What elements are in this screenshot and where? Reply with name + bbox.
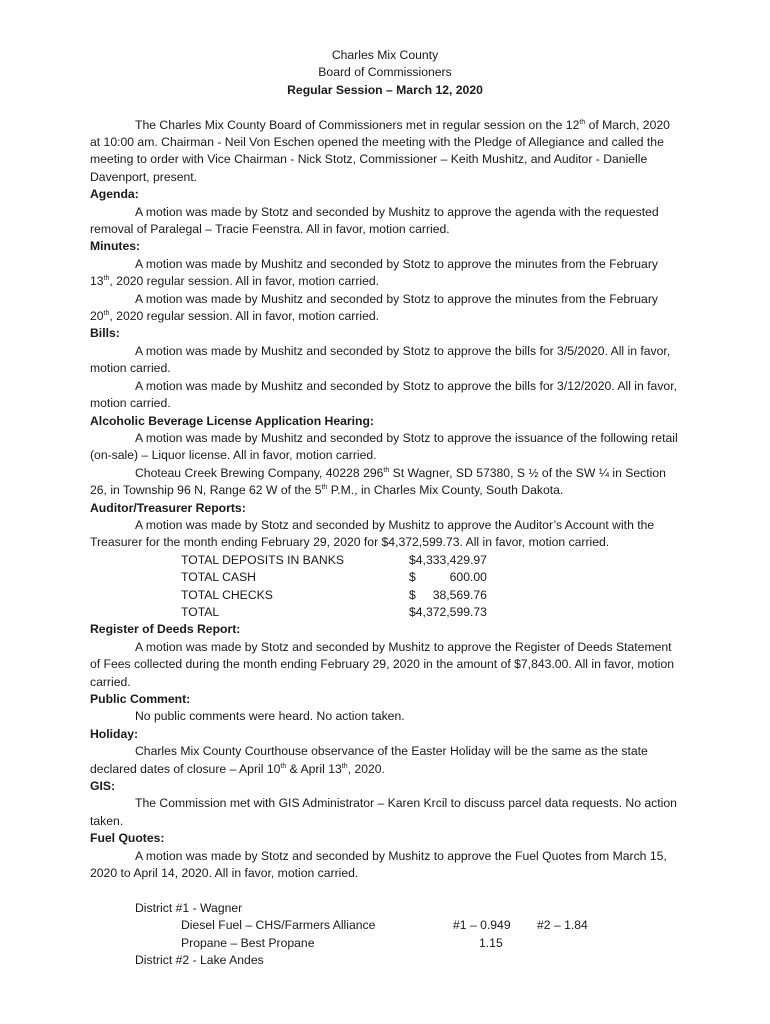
totals-table — [90, 552, 680, 622]
bills-heading: Bills: — [90, 326, 120, 341]
total-label: TOTAL DEPOSITS IN BANKS — [181, 552, 344, 567]
document-page — [90, 47, 680, 970]
diesel-quote-2: #2 – 1.84 — [537, 918, 588, 933]
table-row — [90, 569, 680, 586]
fuel-row-propane — [90, 935, 680, 952]
county-name: Charles Mix County — [331, 48, 439, 62]
propane-supplier: Propane – Best Propane — [181, 935, 315, 950]
public-comment-heading: Public Comment: — [90, 692, 191, 707]
fuel-text: A motion was made by Stotz and seconded by Mushitz to approve the Fuel Quotes from March 15, 2020 to April 14, 2020. All in favor, motion carried. — [90, 848, 667, 881]
total-value: $4,372,599.73 — [409, 604, 487, 619]
total-value: $ 600.00 — [409, 570, 487, 585]
auditor-text: A motion was made by Stotz and seconded by Mushitz to approve the Auditor’s Account with the Treasurer for the month ending February 29, 2020 for $4,372,599.73. All in favor, motion carried. — [90, 517, 655, 550]
table-row — [90, 587, 680, 604]
gis-text: The Commission met with GIS Administrator – Karen Krcil to discuss parcel data requests. No action taken. — [90, 796, 677, 828]
bills-paragraph-2: A motion was made by Mushitz and seconded by Stotz to approve the bills for 3/12/2020. All in favor, motion carried. — [90, 378, 677, 411]
total-label: TOTAL — [181, 604, 220, 619]
alcohol-paragraph-2: Choteau Creek Brewing Company, 40228 296th St Wagner, SD 57380, S ½ of the SW ¼ in Section 26, in Township 96 N, Range 62 W of the 5th P.M., in Charles Mix County, South Dakota. — [90, 465, 666, 498]
fuel-heading: Fuel Quotes: — [90, 831, 165, 846]
minutes-paragraph-2: A motion was made by Mushitz and seconded by Stotz to approve the minutes from the February 20th, 2020 regular session. All in favor, motion carried. — [90, 291, 658, 324]
session-title: Regular Session – March 12, 2020 — [287, 82, 483, 97]
bills-paragraph-1: A motion was made by Mushitz and seconded by Stotz to approve the bills for 3/5/2020. All in favor, motion carried. — [90, 343, 671, 376]
total-label: TOTAL CHECKS — [181, 587, 273, 602]
intro-paragraph: The Charles Mix County Board of Commissioners met in regular session on the 12th of March, 2020 at 10:00 am. Chairman - Neil Von Eschen opened the meeting with the Pledge of Allegiance and called the meeting to order with Vice Chairman - Nick Stotz, Commissioner – Keith Mushitz, and Auditor - Danielle Davenport, present. — [90, 117, 670, 184]
total-value: $4,333,429.97 — [409, 552, 487, 567]
agenda-heading: Agenda: — [90, 187, 139, 202]
alcohol-heading: Alcoholic Beverage License Application Hearing: — [90, 413, 374, 428]
agenda-text: A motion was made by Stotz and seconded by Mushitz to approve the agenda with the requested removal of Paralegal – Tracie Feenstra. All in favor, motion carried. — [90, 204, 659, 237]
deeds-text: A motion was made by Stotz and seconded by Mushitz to approve the Register of Deeds Statement of Fees collected during the month ending February 29, 2020 in the amount of $7,843.00. All in favor, motion carried. — [90, 639, 675, 689]
total-value: $ 38,569.76 — [409, 587, 487, 602]
holiday-text: Charles Mix County Courthouse observance of the Easter Holiday will be the same as the state declared dates of closure – April 10th & April 13th, 2020. — [90, 744, 648, 776]
table-row — [90, 552, 680, 569]
minutes-heading: Minutes: — [90, 239, 141, 254]
holiday-heading: Holiday: — [90, 726, 139, 741]
total-label: TOTAL CASH — [181, 570, 256, 585]
deeds-heading: Register of Deeds Report: — [90, 622, 241, 637]
fuel-row-diesel — [90, 917, 680, 934]
auditor-heading: Auditor/Treasurer Reports: — [90, 500, 246, 515]
diesel-supplier: Diesel Fuel – CHS/Farmers Alliance — [181, 918, 376, 933]
propane-quote: 1.15 — [479, 935, 503, 950]
district-1-label: District #1 - Wagner — [135, 900, 243, 915]
diesel-quote-1: #1 – 0.949 — [453, 918, 511, 933]
alcohol-paragraph-1: A motion was made by Mushitz and seconded by Stotz to approve the issuance of the following retail (on-sale) – Liquor license. All in favor, motion carried. — [90, 430, 678, 463]
board-name: Board of Commissioners — [318, 65, 452, 80]
table-row — [90, 604, 680, 621]
public-comment-text: No public comments were heard. No action taken. — [135, 709, 405, 724]
gis-heading: GIS: — [90, 779, 116, 794]
minutes-paragraph-1: A motion was made by Mushitz and seconded by Stotz to approve the minutes from the February 13th, 2020 regular session. All in favor, motion carried. — [90, 256, 658, 289]
district-2-label: District #2 - Lake Andes — [135, 953, 264, 968]
